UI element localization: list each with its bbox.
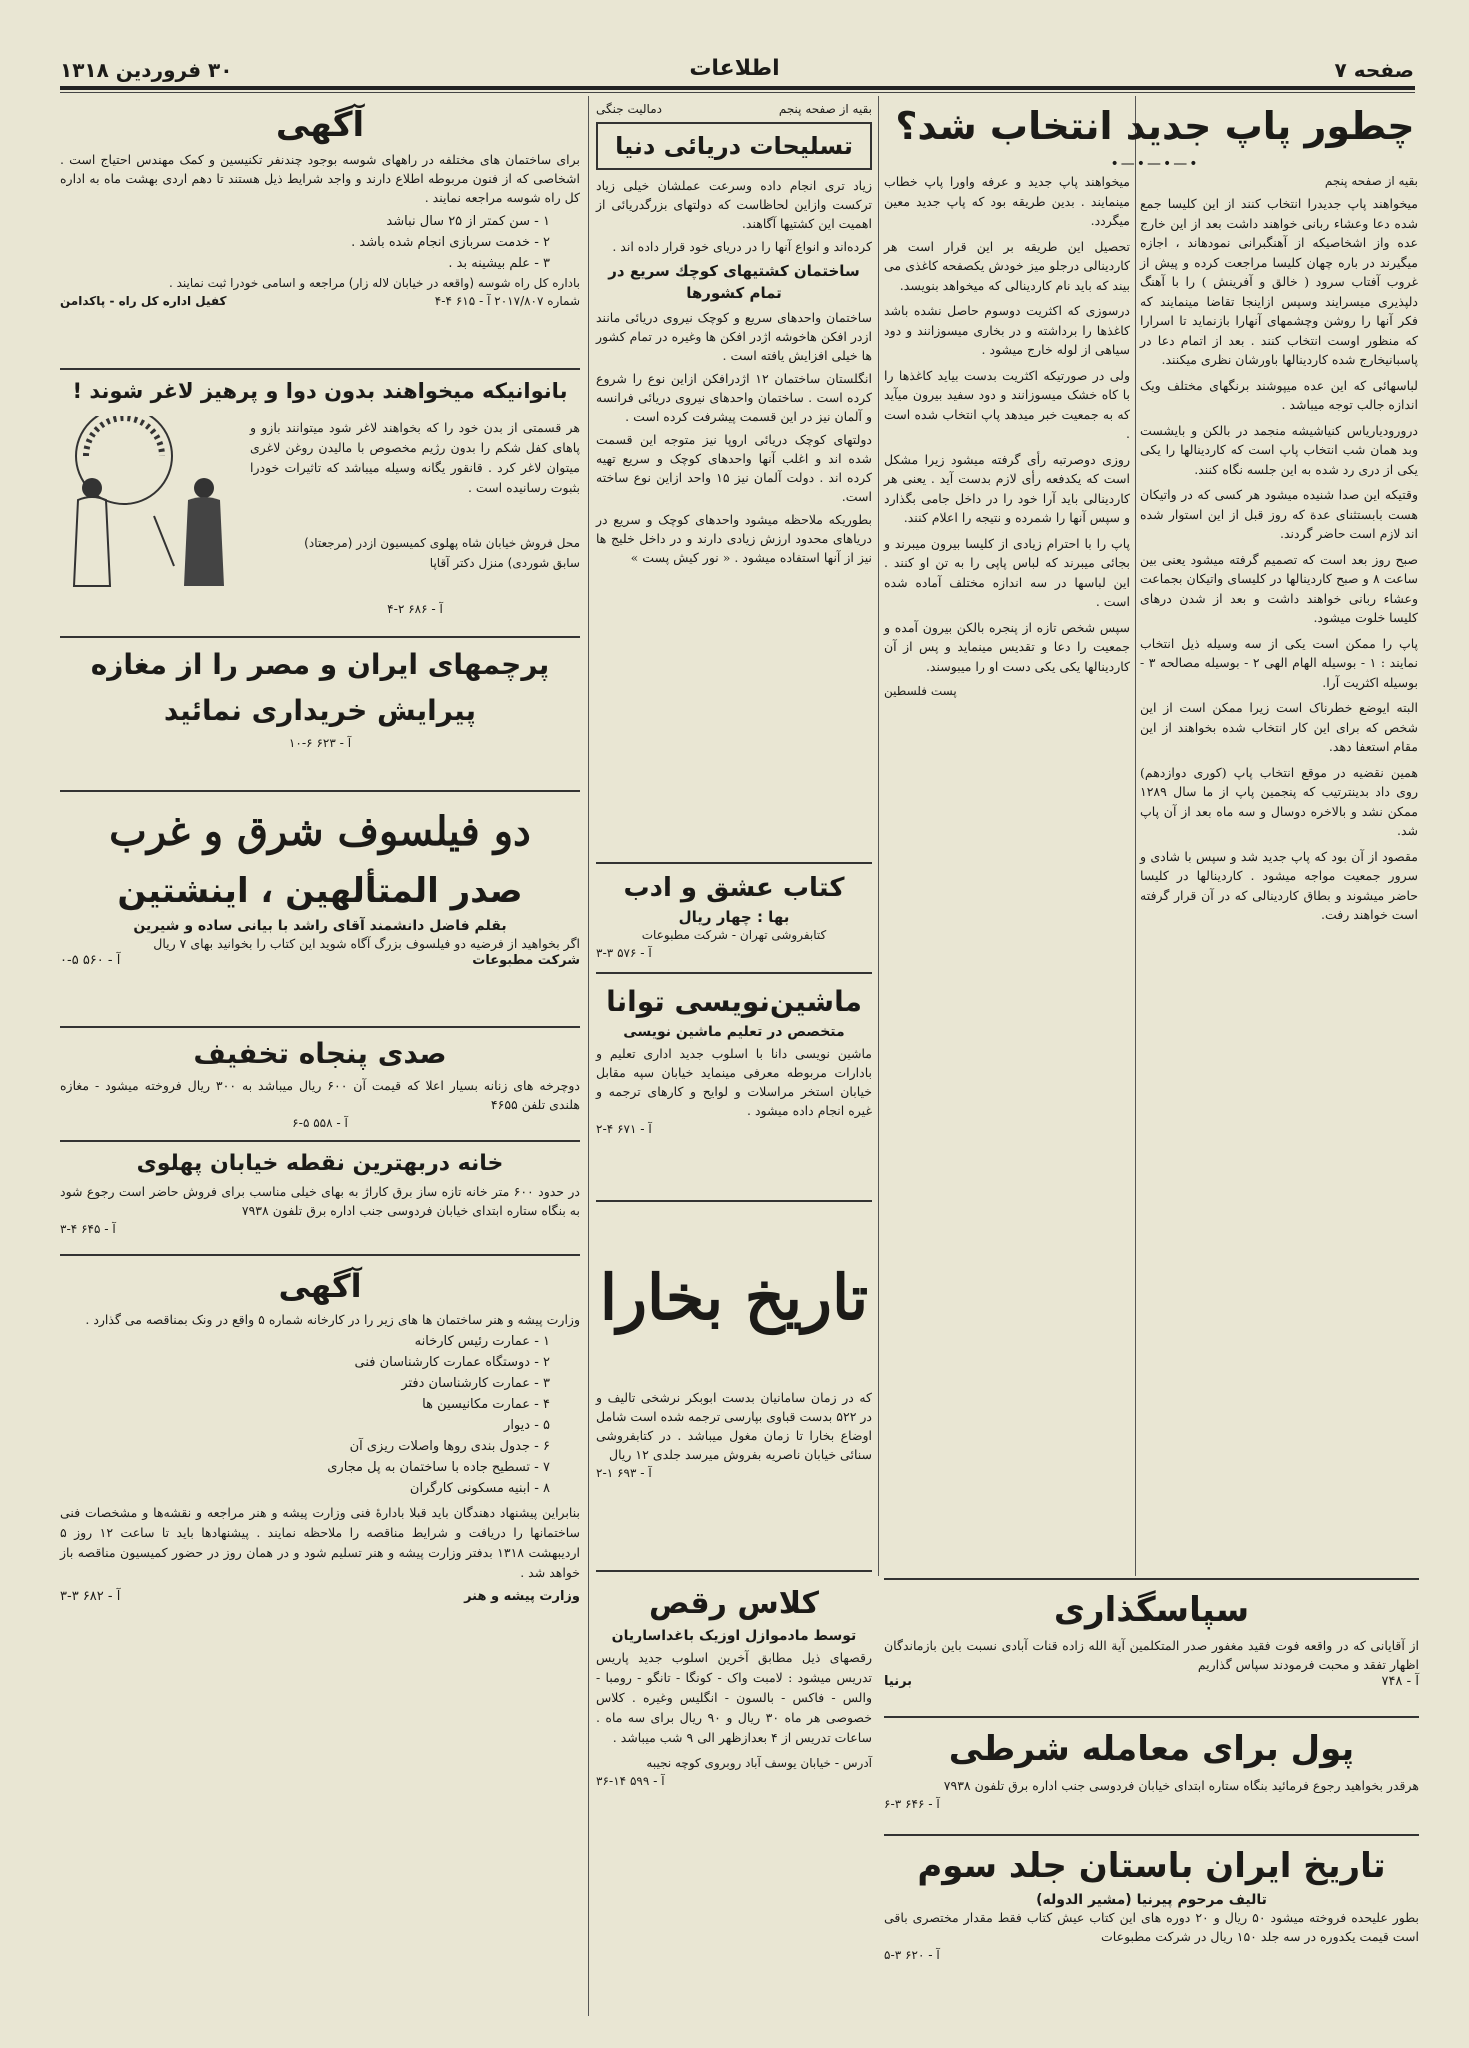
divider	[884, 1834, 1419, 1836]
ad-title: بانوانیکه میخواهند بدون دوا و پرهیز لاغر شوند !	[72, 379, 568, 403]
ad-title: آگهی	[278, 1267, 362, 1305]
list-item: ۱ - سن کمتر از ۲۵ سال نباشد	[386, 214, 550, 229]
ad-ref: آ - ۵۹۹ ۱۴-۳۶	[596, 1774, 665, 1788]
ad-ref: آ - ۶۴۶ ۳-۶	[884, 1797, 940, 1811]
ad-ref: آ - ۵۷۶ ۳-۳	[596, 946, 652, 960]
source-note: پست فلسطین	[884, 684, 957, 698]
ad-slimming	[60, 374, 580, 634]
divider	[60, 1140, 580, 1142]
ad-text: که در زمان سامانیان بدست ابوبکر نرشخی تالیف و در ۵۲۲ بدست قباوی بپارسی ترجمه شده است شامل اوضاع بخارا تا زمان مغول میباشد . در کتابفروشی سنائی خیابان ناصریه بفروش میرسد جلدی ۱۲ ریال	[596, 1390, 872, 1462]
ad-ministry-tender	[60, 1262, 580, 1604]
continued-note: بقیه از صفحه پنجم	[778, 102, 872, 116]
list-item: ۳ - عمارت کارشناسان دفتر	[401, 1376, 550, 1391]
ad-subtitle: متخصص در تعلیم ماشین نویسی	[623, 1024, 845, 1040]
ad-ref: شماره ۲۰۱۷/۸۰۷ آ - ۶۱۵ ۴-۴	[434, 294, 580, 308]
paragraph: درورودیاریاس کنیاشیشه منجمد در بالکن و بایشست وبد همان شب انتخاب پاپ است که کاردینالها را یکی یکی از دری رد شده به این جلسه نگاه کنند.	[1140, 422, 1418, 477]
ad-typing	[596, 980, 872, 1138]
ad-dance-class	[596, 1580, 872, 1790]
ad-title: صدی پنجاه تخفیف	[193, 1037, 447, 1070]
list-item: ۴ - عمارت مکانیسین ها	[422, 1397, 550, 1412]
ad-flags	[60, 642, 580, 752]
ad-publisher: شرکت مطبوعات	[472, 953, 580, 968]
ad-illustration	[64, 416, 234, 606]
header-rule-thin	[60, 92, 1415, 93]
divider	[596, 1570, 872, 1572]
list-item: ۸ - ابنیه مسکونی کارگران	[409, 1481, 550, 1496]
women-illustration-icon	[64, 416, 234, 606]
paragraph: درسوزی که اکثریت دوسوم حاصل نشده باشد کاغذها را برداشته و در بخاری میسوزانند و دود سیاهی از لوله خارج میشود .	[884, 303, 1130, 357]
ad-text: بنابراین پیشنهاد دهندگان باید قبلا بادارهٔ فنی وزارت پیشه و هنر مراجعه و نقشه‌ها و مشخصات فنی ساختمانها را دریافت و شرایط مناقصه را ملاحظه نمایند . پیشنهادها باید تا ساعت ۱۲ روز ۵ اردیبهشت ۱۳۱۸ بدفتر وزارت پیشه و هنر تسلیم شود و در همان روز در حضور کمیسیون مناقصه باز خواهد شد .	[60, 1505, 580, 1580]
title-ornament: •—•—•—•	[1110, 156, 1200, 172]
divider	[884, 1578, 1419, 1580]
ad-text: دوچرخه های زنانه بسیار اعلا که قیمت آن ۶۰۰ ریال میباشد به ۳۰۰ ریال فروخته میشود - مغازه هلندی تلفن ۴۶۵۵	[60, 1078, 580, 1112]
ad-ref: آ - ۵۶۰ ۵-۰	[60, 953, 121, 968]
paragraph: سپس شخص تازه از پنجره بالکن بیرون آمده و جمعیت را دعا و تقدیس مینماید و پس از آن کاردینالها یکی یکی دست او را میبوسند.	[884, 619, 1130, 674]
divider	[60, 1254, 580, 1256]
list-item: ۶ - جدول بندی روها واصلات ریزی آن	[349, 1439, 550, 1454]
paragraph: پاپ را ممکن است یکی از سه وسیله ذیل انتخاب نمایند : ۱ - بوسیله الهام الهی ۲ - بوسیله مصالحه ۳ - بوسیله اکثریت آرا.	[1140, 635, 1418, 690]
divider	[596, 972, 872, 974]
ad-house	[60, 1146, 580, 1238]
paragraph: تحصیل این طریقه بر این قرار است هر کاردینالی درجلو میز خودش یکصفحه کاغذی می بیند که باید نام کاردینالی که میخواهد بنویسد.	[884, 238, 1130, 293]
paragraph: وقتیکه این صدا شنیده میشود هر کسی که در واتیکان هست بابستثنای عدة که روز قبل از این استوار شده اند لازم است حاضر گردند.	[1140, 487, 1418, 541]
ad-ref: آ - ۶۹۳ ۱-۲	[596, 1466, 652, 1480]
ad-author: بقلم فاضل دانشمند آقای راشد با بیانی ساده و شیرین	[133, 918, 507, 934]
divider	[60, 368, 580, 370]
ad-signature: برنیا	[884, 1674, 913, 1689]
list-item: ۲ - خدمت سربازی انجام شده باشد .	[351, 235, 550, 250]
ad-ancient-iran-history	[884, 1840, 1419, 1964]
column-divider	[878, 96, 879, 1576]
paragraph: دولتهای کوچک دریائی اروپا نیز متوجه این قسمت شده اند و اغلب آنها واحدهای کوچک و سریع تهیه کرده اند . دولت آلمان نیز ۱۵ واحد ازاین نوع ساخته است.	[596, 432, 873, 504]
article-subtitle: ساختمان کشتیهای کوچك سریع در تمام کشورها	[608, 262, 860, 302]
ad-line: پیرایش خریداری نمائید	[163, 694, 477, 727]
ad-text: بطور علیحده فروخته میشود ۵۰ ریال و ۲۰ دوره های این کتاب عیش کتاب فقط مقدار مختصری باقی است قیمت یکدوره در سه جلد ۱۵۰ ریال در شرکت مطبوعات	[884, 1910, 1419, 1944]
divider	[60, 790, 580, 792]
ad-author: تالیف مرحوم پیرنیا (مشیر الدوله)	[1036, 1892, 1267, 1908]
page-date: ۳۰ فروردین ۱۳۱۸	[60, 58, 233, 82]
column-divider	[1135, 96, 1136, 1576]
article-pope-col2	[884, 172, 1130, 700]
ad-price: بها : چهار ریال	[678, 908, 790, 926]
ad-text: از آقایانی که در واقعه فوت فقید مغفور صدر المتکلمین آیة الله زاده قنات آبادی نسبت باین بازماندگان اظهار تفقد و محبت فرمودند سپاس گذاریم	[884, 1638, 1419, 1672]
paragraph: بطوریکه ملاحظه میشود واحدهای کوچک و سریع در دریاهای محدود ارزش زیادی دارند و در داخل خلیج ها نیز از آنها استفاده میشود . « نور کیش پست »	[596, 512, 872, 565]
divider	[884, 1716, 1419, 1718]
ad-thanks	[884, 1584, 1419, 1689]
article-title: چطور پاپ جدید انتخاب شد؟	[895, 104, 1415, 148]
ad-text: هرقدر بخواهید رجوع فرمائید بنگاه ستاره ابتدای خیابان فردوسی جنب اداره برق تلفون ۷۹۳۸	[943, 1778, 1419, 1793]
divider	[60, 636, 580, 638]
column-divider	[588, 96, 589, 2016]
paragraph: روزی دوصرتبه رأی گرفته میشود زیرا مشکل است که یکدفعه رأی لازم بدست آید . یعنی هر کاردینالی باید آرا خود را در داخل جامی بگذارد و سپس آنها را شمرده و نتیجه را اعلام کنند.	[884, 451, 1130, 525]
list-item: ۷ - تسطیح جاده با ساختمان به پل مجاری	[327, 1460, 550, 1475]
ad-roads-notice	[60, 100, 580, 308]
paragraph: صبح روز بعد است که تصمیم گرفته میشود یعنی بین ساعت ۸ و صبح کاردینالها در کلیسای واتیکان بجماعت وعشاء ربانی خواهند داشت و بعد از شدن درهای کلیسا خلوت میشود.	[1140, 551, 1418, 625]
ad-signature: کفیل اداره کل راه - پاکدامن	[60, 294, 227, 308]
continued-note: دمالیت جنگی	[596, 102, 662, 116]
paragraph: میخواهند پاپ جدیدرا انتخاب کنند از این کلیسا جمع شده دعا وعشاء ربانی خواهند داشت بعد از این خارج عده واز اشخاصیکه از آهنگبرانی نمودهاند ، اجازه میگیرند در باره چهان کلیسا مراجعت کرده و پیش از غروب آفتاب سرود ( خالق و آفرینش ) را با آهنگ دلپذیری میسرایند وسپس ازاینجا تقاضا مینمایند که فکر آنها را روشن وچشمهای آنهارا بازنماید تا اسرارا که منظور اوست انتخاب کنند . بعد از اتمام دعا در پاسبانیخارج شده کاردینالها باورشان نظری میکنند.	[1140, 196, 1418, 367]
ad-ref: آ - ۶۸۲ ۳-۳	[60, 1589, 121, 1604]
list-item: ۲ - دوستگاه عمارت کارشناسان فنی	[354, 1355, 550, 1370]
ad-tarikh-bukhara	[596, 1208, 872, 1482]
divider	[596, 1200, 872, 1202]
ad-ref: آ - ۶۲۰ ۳-۵	[884, 1948, 940, 1962]
paragraph: لباسهائی که این عده میپوشند برنگهای مختلف ویک اندازه جالب توجه میباشد .	[1140, 377, 1418, 412]
paragraph: انگلستان ساختمان ۱۲ اژدرافکن ازاین نوع را شروع کرده است . ساختمان واحدهای نیروی دریائی فرانسه و آلمان نیز در این قسمت پیشرفت کرده است .	[596, 371, 872, 424]
ad-address: محل فروش خیابان شاه پهلوی کمیسیون ازدر (مرجعتاد)	[304, 536, 580, 550]
ad-discount	[60, 1032, 580, 1132]
ad-book-love	[596, 868, 872, 962]
ad-text: ماشین نویسی دانا با اسلوب جدید اداری تعلیم و بادارات مربوطه معرفی مینماید خیابان سپه مقابل خیابان استخر مراسلات و لوایح و کارهای ترجمه و غیره انجام داده میشود .	[596, 1046, 872, 1118]
ad-title: آگهی	[275, 105, 365, 145]
paragraph: مقصود از آن بود که پاپ جدید شد و سپس با شادی و سرور جمعیت مواجه میشود . کاردینالها در کلیسا حاضر میشوند و بطاق کاردینالی که در آن قرار گرفته است خواهند رفت.	[1140, 848, 1418, 922]
article-pope-title-block	[890, 96, 1420, 172]
ad-title: ماشین‌نویسی توانا	[606, 985, 862, 1018]
ad-intro: وزارت پیشه و هنر ساختمان ها های زیر را در کارخانه شماره ۵ واقع در ونک بمناقصه می گذارد .	[85, 1312, 580, 1327]
paragraph: پاپ را با احترام زیادی از کلیسا بیرون میبرند و بجائی میبرند که لباس پاپی را به تن او کنند . این لباسها در سه اندازه مختلف آماده شده است .	[884, 535, 1130, 609]
ad-address: سابق شوردی) منزل دکتر آقاپا	[429, 556, 580, 570]
continued-note: بقیه از صفحه پنجم	[1324, 174, 1418, 188]
header-rule	[60, 86, 1415, 90]
list-item: ۳ - علم بیشینه بد .	[448, 256, 550, 271]
list-item: ۵ - دیوار	[504, 1418, 550, 1433]
ad-ref: آ - ۶۷۱ ۴-۲	[596, 1122, 652, 1136]
paragraph: ساختمان واحدهای سریع و کوچک نیروی دریائی مانند ازدر افکن هاخوشه اژدر افکن ها وغیره در تمام کشور ها خیلی افزایش یافته است .	[596, 310, 872, 363]
divider	[60, 1026, 580, 1028]
ad-title: کلاس رقص	[649, 1586, 819, 1621]
ad-money	[884, 1722, 1419, 1813]
ad-text: هر قسمتی از بدن خود را که بخواهند لاغر شود میتوانند بازو و پاهای کفل شکم را بدون رژیم مخصوص با مالیدن روغن لاغری میتوان لاغر کرد . قانقور یگانه وسیله میباشد که تاثیرات خودرا بثبوت رسانیده است .	[250, 420, 580, 495]
list-item: ۱ - عمارت رئیس کارخانه	[414, 1334, 550, 1349]
paragraph: همین نقضیه در موقع انتخاب پاپ (کوری دوازدهم) روی داد بدینترتیب که پنجمین پاپ از ما سال ۱۲۸۹ ممکن نشد و بالاخره دوسال و سه ماه بعد از آن پاپ شد.	[1140, 764, 1418, 838]
paragraph: البته ایوضع خطرناک است زیرا ممکن است از این شخص که برای این کار انتخاب شده بخواهند از این مقام استعفا دهد.	[1140, 700, 1418, 754]
article-pope-col1	[1140, 172, 1418, 931]
ad-title: دو فیلسوف شرق و غرب	[109, 808, 531, 855]
ad-text: رقصهای ذیل مطابق آخرین اسلوب جدید پاریس تدریس میشود : لامبت واک - کونگا - تانگو - رومبا - والس - فاکس - بالسون - انگلیس وغیره . کلاس خصوصی هر ماه ۳۰ ریال و ۹۰ ریال برای سه ماه . ساعات تدریس از ۴ بعدازظهر الی ۹ شب میباشد .	[596, 1650, 872, 1745]
paragraph: ولی در صورتیکه اکثریت بدست بیاید کاغذها را با کاه خشک میسوزانند و دود سفید بیرون میآید که به جمعیت خبر میدهد پاپ انتخاب شده است .	[884, 367, 1130, 441]
ad-address: آدرس - خیابان یوسف آباد روبروی کوچه نجیبه	[646, 1756, 872, 1770]
ad-ref: آ - ۵۵۸ ۵-۶	[292, 1116, 348, 1130]
ad-ref: آ - ۶۲۳ ۶-۱۰	[288, 736, 352, 750]
ad-title: کتاب عشق و ادب	[623, 873, 845, 903]
ad-footer: باداره کل راه شوسه (واقعه در خیابان لاله زار) مراجعه و اسامی خودرا ثبت نمایند .	[168, 276, 580, 290]
ad-title: تاریخ ایران باستان جلد سوم	[917, 1846, 1386, 1886]
ad-ref: آ - ۶۸۶ ۲-۴	[387, 602, 443, 616]
divider	[596, 862, 872, 864]
article-naval-weapons	[596, 100, 872, 571]
paragraph: کرده‌اند و انواع آنها را در دریای خود قرار داده اند .	[612, 239, 872, 254]
paper-name: اطلاعات	[689, 56, 780, 81]
ad-seller: کتابفروشی تهران - شرکت مطبوعات	[641, 928, 827, 942]
ad-names: صدر المتألهین ، اینشتین	[117, 871, 523, 911]
ad-title: خانه دربهترین نقطه خیابان پهلوی	[136, 1151, 504, 1176]
ad-text: اگر بخواهید از فرضیه دو فیلسوف بزرگ آگاه شوید این کتاب را بخوانید بهای ۷ ریال	[153, 936, 580, 951]
ad-ref: آ - ۶۴۵ ۴-۳	[60, 1222, 116, 1236]
ad-text: در حدود ۶۰۰ متر خانه تازه ساز برق کاراژ به بهای خیلی مناسب برای فروش حاضر است رجوع شود به بنگاه ستاره ابتدای خیابان فردوسی جنب اداره برق تلفون ۷۹۳۸	[60, 1184, 580, 1218]
ad-ref: آ - ۷۴۸	[1381, 1674, 1419, 1689]
ad-title: پول برای معامله شرطی	[948, 1729, 1355, 1769]
ad-signature: وزارت پیشه و هنر	[464, 1589, 580, 1604]
ad-title: تاریخ بخارا	[599, 1261, 869, 1334]
ad-line: پرچمهای ایران و مصر را از مغازه	[90, 648, 550, 681]
paragraph: زیاد تری انجام داده وسرعت عملشان خیلی زیاد ترکست وازاین لحاظاست که دولتهای بزرگدریائی از اهمیت این کشتیها آگاهند.	[596, 178, 872, 231]
ad-text: برای ساختمان های مختلفه در راههای شوسه بوجود چندنفر تکنیسین و کمک مهندس احتیاج است . اشخاصی که از فنون مربوطه اطلاع دارند و واجد شرایط ذیل هستند تا دهم اردی بهشت ماه به اداره کل راه شوسه مراجعه نمایند .	[60, 152, 580, 205]
ad-two-philosophers	[60, 800, 580, 968]
article-title: تسلیحات دریائی دنیا	[615, 132, 853, 160]
ad-title: سپاسگذاری	[1053, 1590, 1250, 1630]
ad-subtitle: توسط مادموازل اوزیک باغداساریان	[611, 1628, 857, 1644]
page-label: صفحه ۷	[1334, 58, 1414, 82]
paragraph: میخواهند پاپ جدید و عرفه واورا پاپ خطاب مینمایند . بدین طریقه بود که پاپ جدید معین میگردد.	[884, 174, 1130, 228]
